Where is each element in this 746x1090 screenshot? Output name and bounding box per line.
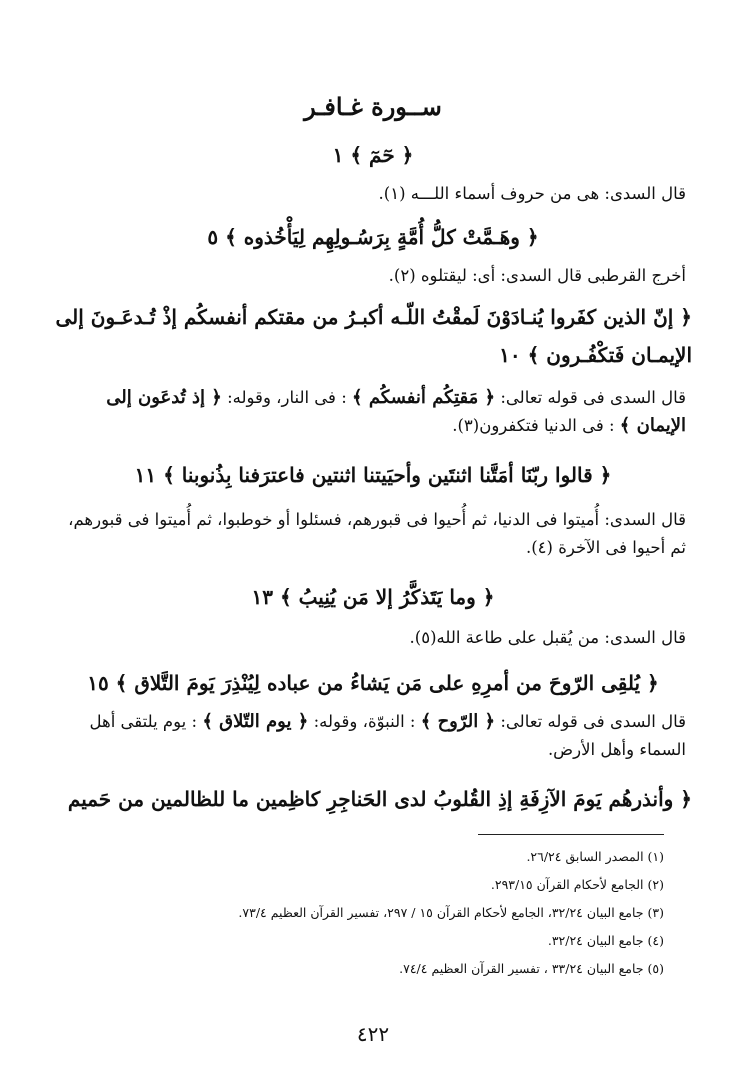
ayah-18: ﴿ وأنذرهُم يَومَ الآزِفَةِ إذِ القُلوبُ لدى الحَناجِرِ كاظِمين ما للظالمين من حَميم	[67, 787, 692, 811]
footnote-3: (٣) جامع البيان ٣٢/٢٤، الجامع لأحكام القرآن ١٥ / ٢٩٧، تفسير القرآن العظيم ٧٣/٤.	[238, 905, 664, 920]
commentary-4: قال السدى: أُميتوا فى الدنيا، ثم أُحيوا فى قبورهم، فسئلوا أو خوطبوا، ثم أُميتوا فى قبورهم، ثم أحيوا فى الآخرة (٤).	[68, 510, 686, 557]
commentary-6-quote-2: ﴿ يوم التّلاق ﴾	[202, 711, 309, 732]
commentary-1: قال السدى: هى من حروف أسماء اللـــه (١).	[378, 184, 686, 203]
commentary-3-quote-2: ﴿ إذ تُدعَون إلى الإيمان ﴾	[106, 387, 686, 436]
commentary-6-intro: قال السدى فى قوله تعالى:	[500, 712, 686, 731]
page-number: ٤٢٢	[356, 1022, 390, 1046]
footnote-4: (٤) جامع البيان ٣٢/٢٤.	[547, 933, 664, 948]
footnote-divider	[478, 834, 664, 835]
commentary-3-intro: قال السدى فى قوله تعالى:	[500, 388, 686, 407]
commentary-6-end: : يوم يلتقى أهل السماء وأهل الأرض.	[89, 712, 686, 759]
ayah-13: ﴿ وما يَتَذكَّرُ إلا مَن يُنِيبُ ﴾ ١٣	[251, 585, 495, 609]
commentary-3-quote-1: ﴿ مَقتِكُم أنفسكُم ﴾	[352, 387, 496, 408]
commentary-3-mid: : فى النار، وقوله:	[227, 388, 347, 407]
ayah-15: ﴿ يُلقِى الرّوحَ من أمرِهِ على مَن يَشاءُ من عباده لِيُنْذِرَ يَومَ التَّلاق ﴾ ١٥	[87, 671, 659, 695]
footnote-2: (٢) الجامع لأحكام القرآن ٢٩٣/١٥.	[490, 877, 664, 892]
ayah-11: ﴿ قالوا ربّنَا أمَتَّنا اثنتَين وأحيَيتنا اثنتين فاعترَفنا بِذُنوبنا ﴾ ١١	[134, 463, 612, 487]
ayah-5: ﴿ وهَـمَّتْ كلُّ أُمَّةٍ بِرَسُـولِهِم لِيَأْخُذوه ﴾ ٥	[207, 225, 539, 249]
commentary-2: أخرج القرطبى قال السدى: أى: ليقتلوه (٢).	[388, 266, 686, 285]
footnote-5: (٥) جامع البيان ٣٣/٢٤ ، تفسير القرآن العظيم ٧٤/٤.	[399, 961, 664, 976]
surah-title: ســورة غـافـر	[304, 92, 442, 121]
commentary-3-end: : فى الدنيا فتكفرون(٣).	[452, 416, 615, 435]
ayah-10: ﴿ إنّ الذين كفَروا يُنـادَوْنَ لَمقْتُ اللّـه أكبـرُ من مقتكم أنفسكُم إذْ تُـدعَـونَ إلى الإيمـان فَتكْفُـرون ﴾ ١٠	[55, 305, 692, 367]
ayah-1: ﴿ حٓمٓ ﴾ ١	[332, 143, 414, 167]
commentary-5: قال السدى: من يُقبل على طاعة الله(٥).	[409, 628, 686, 647]
commentary-6	[60, 708, 686, 764]
commentary-3	[54, 384, 686, 440]
footnote-1: (١) المصدر السابق ٢٦/٢٤.	[526, 849, 664, 864]
commentary-6-quote-1: ﴿ الرّوح ﴾	[420, 711, 496, 732]
commentary-6-mid: : النبوّة، وقوله:	[313, 712, 416, 731]
